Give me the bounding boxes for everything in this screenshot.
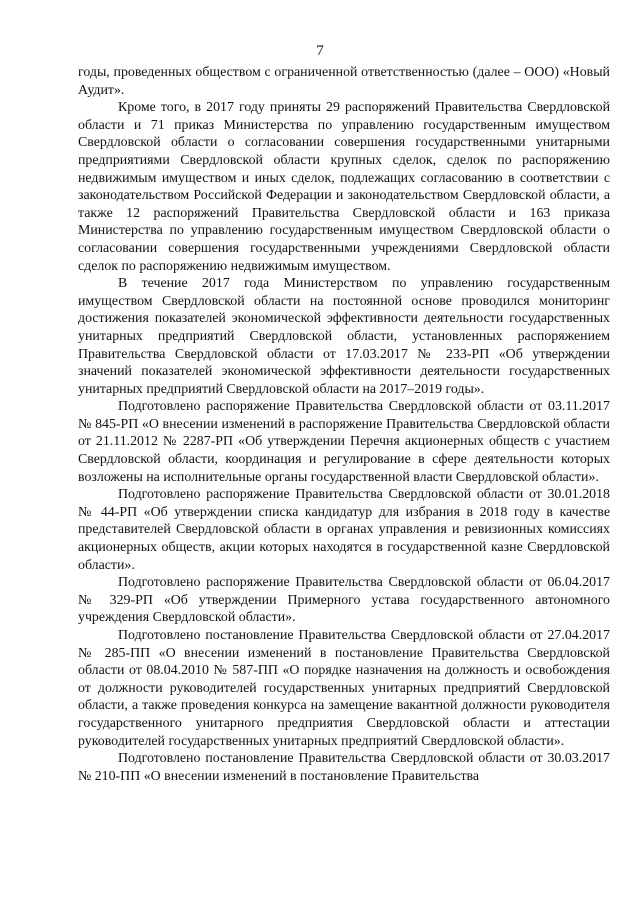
body-text	[78, 64, 610, 785]
paragraph-continuation: годы, проведенных обществом с ограниченной ответственностью (далее – ООО) «Новый Аудит».	[78, 65, 610, 98]
paragraph-approved-transactions: Кроме того, в 2017 году приняты 29 распоряжений Правительства Свердловской области и 71 приказ Министерства по управлению государственным имуществом Свердловской области о согласовании совершения государственными унитарными предприятиями Свердловской области крупных сделок, сделок по распоряжению недвижимым имуществом и иных сделок, подлежащих согласованию в соответствии с законодательством Российской Федерации и законодательством Свердловской области, а также 12 распоряжений Правительства Свердловской области и 163 приказа Министерства по управлению государственным имуществом Свердловской области о согласовании совершения государственными учреждениями Свердловской области сделок по распоряжению недвижимым имуществом.	[78, 100, 610, 274]
paragraph-order-329-rp: Подготовлено распоряжение Правительства Свердловской области от 06.04.2017 № 329-РП «Об утверждении Примерного устава государственного автономного учреждения Свердловской области».	[78, 575, 610, 626]
paragraph-order-44-rp: Подготовлено распоряжение Правительства Свердловской области от 30.01.2018 № 44-РП «Об утверждении списка кандидатур для избрания в 2018 году в качестве представителей Свердловской области в органах управления и ревизионных комиссиях акционерных обществ, акции которых находятся в государственной казне Свердловской области».	[78, 487, 610, 573]
paragraph-resolution-210-pp: Подготовлено постановление Правительства Свердловской области от 30.03.2017 № 210-ПП «О внесении изменений в постановление Правительства	[78, 751, 610, 784]
paragraph-efficiency-monitoring: В течение 2017 года Министерством по управлению государственным имуществом Свердловской области на постоянной основе проводился мониторинг достижения показателей экономической эффективности деятельности государственных унитарных предприятий Свердловской области, установленных распоряжением Правительства Свердловской области от 17.03.2017 № 233-РП «Об утверждении значений показателей экономической эффективности деятельности государственных унитарных предприятий Свердловской области на 2017–2019 годы».	[78, 276, 610, 397]
paragraph-resolution-285-pp: Подготовлено постановление Правительства Свердловской области от 27.04.2017 № 285-ПП «О внесении изменений в постановление Правительства Свердловской области от 08.04.2010 № 587-ПП «О порядке назначения на должность и освобождения от должности руководителей государственных унитарных предприятий Свердловской области, а также проведения конкурса на замещение вакантной должности руководителя государственного унитарного предприятия Свердловской области и аттестации руководителей государственных унитарных предприятий Свердловской области».	[78, 628, 610, 749]
page-number: 7	[316, 43, 324, 59]
paragraph-order-845-rp: Подготовлено распоряжение Правительства Свердловской области от 03.11.2017 № 845-РП «О внесении изменений в распоряжение Правительства Свердловской области от 21.11.2012 № 2287-РП «Об утверждении Перечня акционерных обществ с участием Свердловской области, координация и регулирование в сфере деятельности которых возложены на исполнительные органы государственной власти Свердловской области».	[78, 399, 610, 485]
